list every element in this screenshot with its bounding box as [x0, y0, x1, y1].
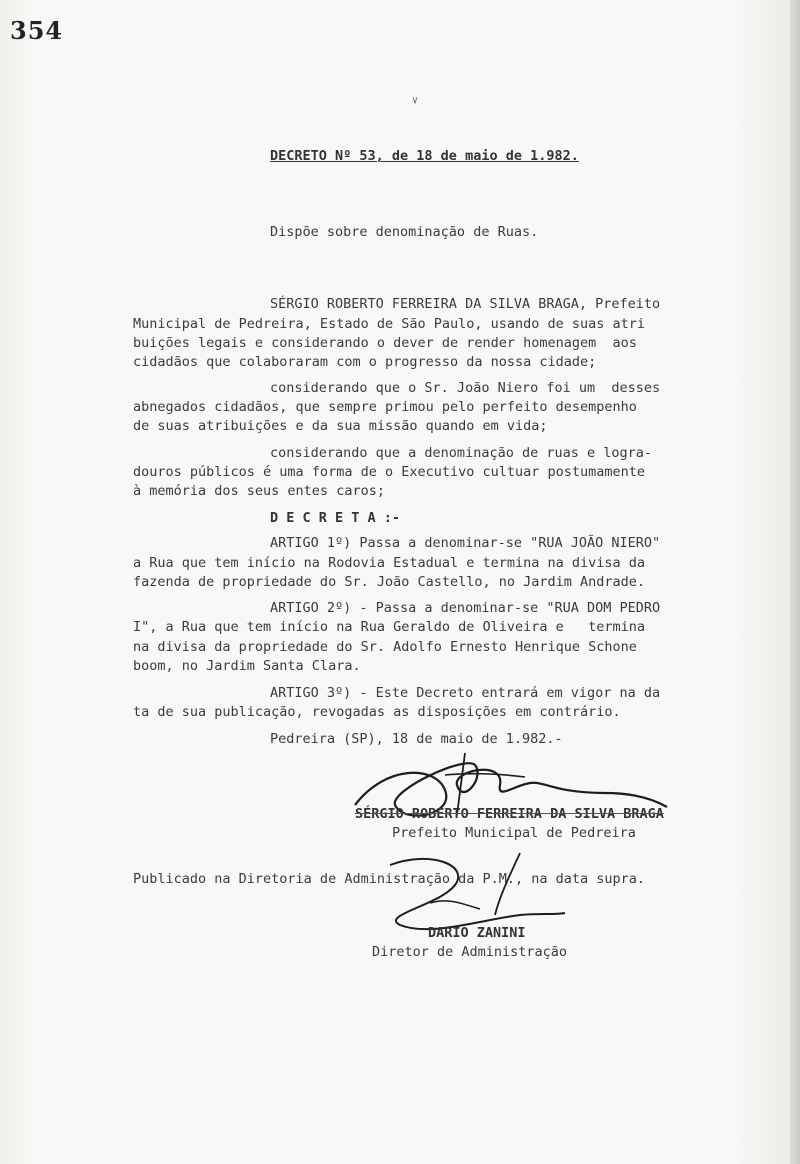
consideration-1-line-2: abnegados cidadãos, que sempre primou pelo perfeito desempenho	[133, 399, 637, 415]
publication-note: Publicado na Diretoria de Administração da P.M., na data supra.	[133, 871, 646, 887]
director-title: Diretor de Administração	[372, 944, 568, 960]
preamble-line-4: cidadãos que colaboraram com o progresso da nossa cidade;	[133, 354, 597, 370]
consideration-2-line-3: à memória dos seus entes caros;	[133, 483, 385, 499]
consideration-1-line-3: de suas atribuições e da sua missão quando em vida;	[133, 418, 548, 434]
mayor-title: Prefeito Municipal de Pedreira	[392, 825, 636, 841]
article-1-line-2: a Rua que tem início na Rodovia Estadual e termina na divisa da	[133, 555, 646, 571]
article-3-line-1: ARTIGO 3º) - Este Decreto entrará em vigor na da	[270, 685, 661, 701]
page-number: 354	[10, 16, 64, 45]
director-name: DARIO ZANINI	[428, 925, 526, 941]
article-2-line-3: na divisa da propriedade do Sr. Adolfo Ernesto Henrique Schone	[133, 639, 637, 655]
decreta-heading: D E C R E T A :-	[270, 510, 401, 526]
preamble-line-3: buições legais e considerando o dever de render homenagem aos	[133, 335, 637, 351]
article-1-line-3: fazenda de propriedade do Sr. João Castello, no Jardim Andrade.	[133, 574, 646, 590]
page-edge-shadow	[790, 0, 800, 1164]
consideration-2-line-2: douros públicos é uma forma de o Executivo cultuar postumamente	[133, 464, 646, 480]
stray-mark-icon	[412, 96, 418, 104]
preamble-line-2: Municipal de Pedreira, Estado de São Paulo, usando de suas atri	[133, 316, 646, 332]
article-2-line-4: boom, no Jardim Santa Clara.	[133, 658, 361, 674]
decree-title: DECRETO Nº 53, de 18 de maio de 1.982.	[270, 148, 579, 164]
article-2-line-2: I", a Rua que tem início na Rua Geraldo de Oliveira e termina	[133, 619, 646, 635]
place-and-date: Pedreira (SP), 18 de maio de 1.982.-	[270, 731, 563, 747]
preamble-line-1: SÉRGIO ROBERTO FERREIRA DA SILVA BRAGA, Prefeito	[270, 296, 661, 312]
article-3-line-2: ta de sua publicação, revogadas as disposições em contrário.	[133, 704, 621, 720]
article-2-line-1: ARTIGO 2º) - Passa a denominar-se "RUA DOM PEDRO	[270, 600, 661, 616]
decree-subject: Dispõe sobre denominação de Ruas.	[270, 224, 539, 240]
article-1-line-1: ARTIGO 1º) Passa a denominar-se "RUA JOÃO NIERO"	[270, 535, 661, 551]
consideration-1-line-1: considerando que o Sr. João Niero foi um desses	[270, 380, 661, 396]
consideration-2-line-1: considerando que a denominação de ruas e logra-	[270, 445, 653, 461]
mayor-name: SÉRGIO ROBERTO FERREIRA DA SILVA BRAGA	[355, 806, 664, 822]
